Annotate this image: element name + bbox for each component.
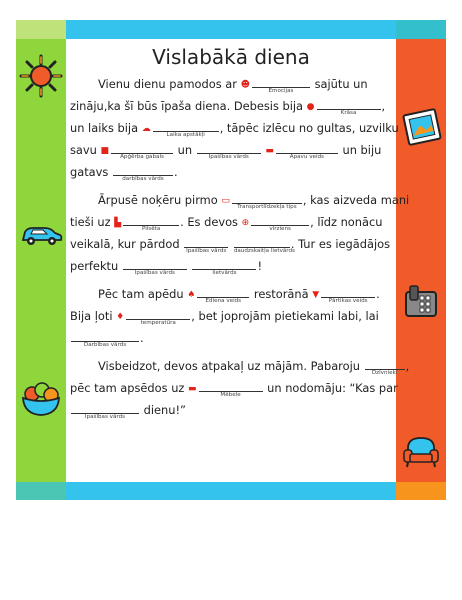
- story-line: Īpašības vārds dienu!”: [70, 399, 392, 421]
- frame-top-bar: [66, 20, 396, 39]
- phone-icon: [400, 282, 442, 322]
- story-line: tieši uz ▙ Pilsēta . Es devos ⊕ virziens , līdz nonācu: [70, 211, 392, 233]
- shirt-icon: ■: [100, 145, 110, 156]
- story-line: pēc tam apsēdos uz ▬ Mēbele un nodomāju: “Kas par: [70, 377, 392, 399]
- story-text: [70, 73, 410, 421]
- blank-furniture[interactable]: Mēbele: [199, 378, 263, 392]
- story-line: gatavs darbības vārds .: [70, 161, 392, 183]
- blank-animals[interactable]: Dzīvnieki: [365, 356, 405, 370]
- story-line: savu ■ Apģērba gabals un Īpašības vārds ▬ Apavu veids un biju: [70, 139, 392, 161]
- frame-top-left: [16, 20, 66, 39]
- shoe-icon: ▬: [265, 145, 274, 156]
- blank-city[interactable]: Pilsēta: [123, 212, 179, 226]
- story-line: Pēc tam apēdu ♠ Ēdiena veids restorānā ▼ Pārtikas veids .: [70, 283, 392, 305]
- blank-plural-noun[interactable]: daudzskaitļa lietvārds: [234, 234, 290, 248]
- frame-bottom-right: [396, 482, 446, 500]
- blank-adjective[interactable]: Īpašības vārds: [197, 140, 261, 154]
- story-line: Visbeidzot, devos atpakaļ uz mājām. Pabaroju Dzīvnieki ,: [70, 355, 392, 377]
- city-icon: ▙: [114, 217, 122, 228]
- sofa-icon: ▬: [188, 383, 197, 394]
- weather-icon: ☁: [141, 123, 151, 134]
- blank-cuisine-type[interactable]: Pārtikas veids: [321, 284, 375, 298]
- story-page: [66, 39, 410, 482]
- bus-icon: ▭: [221, 195, 230, 206]
- story-line: Darbības vārds .: [70, 327, 392, 349]
- picture-frame-icon: [400, 108, 442, 148]
- palette-icon: ●: [306, 101, 315, 112]
- thermometer-icon: ♦: [116, 311, 125, 322]
- blank-direction[interactable]: virziens: [251, 212, 309, 226]
- compass-icon: ⊕: [241, 217, 250, 228]
- page-title: Vislabākā diena: [152, 45, 310, 69]
- armchair-icon: [400, 434, 442, 470]
- blank-weather[interactable]: Laika apstākļi: [153, 118, 219, 132]
- fruit-bowl-icon: [20, 380, 62, 418]
- frame-right-column: [396, 39, 446, 482]
- blank-shoe-type[interactable]: Apavu veids: [276, 140, 338, 154]
- story-line: perfektu Īpašības vārds lietvārds !: [70, 255, 392, 277]
- blank-noun[interactable]: lietvārds: [192, 256, 256, 270]
- smiley-icon: ☻: [240, 79, 250, 90]
- frame-bottom-left: [16, 482, 66, 500]
- sun-icon: [19, 54, 63, 98]
- frame-top-right: [396, 20, 446, 39]
- story-line: Ārpusē noķēru pirmo ▭ Transportlīdzekļa tips , kas aizveda mani: [70, 189, 392, 211]
- blank-clothing[interactable]: Apģērba gabals: [111, 140, 173, 154]
- story-line: un laiks bija ☁ Laika apstākļi , tāpēc izlēcu no gultas, uzvilku: [70, 117, 392, 139]
- blank-adjective[interactable]: Īpašības vārds: [184, 234, 228, 248]
- blank-verb[interactable]: Darbības vārds: [71, 328, 139, 342]
- frame-bottom-bar: [66, 482, 396, 500]
- story-line: zināju,ka šī būs īpaša diena. Debesis bija ● Krāsa ,: [70, 95, 392, 117]
- blank-adjective[interactable]: Īpašības vārds: [71, 400, 139, 414]
- blank-adjective[interactable]: Īpašības vārds: [123, 256, 187, 270]
- story-line: veikalā, kur pārdod Īpašības vārds daudzskaitļa lietvārds . Tur es iegādājos: [70, 233, 392, 255]
- blank-verb[interactable]: darbības vārds: [113, 162, 173, 176]
- blank-color[interactable]: Krāsa: [317, 96, 381, 110]
- blank-temperature[interactable]: temperatūra: [126, 306, 190, 320]
- blank-food-type[interactable]: Ēdiena veids: [197, 284, 249, 298]
- blank-emotion[interactable]: Emocijas: [252, 74, 310, 88]
- story-line: Bija ļoti ♦ temperatūra , bet joprojām pietiekami labi, lai: [70, 305, 392, 327]
- blank-vehicle-type[interactable]: Transportlīdzekļa tips: [232, 190, 302, 204]
- food-icon: ♠: [187, 289, 196, 300]
- car-icon: [19, 222, 63, 248]
- story-line: Vienu dienu pamodos ar ☻ Emocijas sajūtu un: [70, 73, 392, 95]
- pizza-icon: ▼: [312, 289, 320, 300]
